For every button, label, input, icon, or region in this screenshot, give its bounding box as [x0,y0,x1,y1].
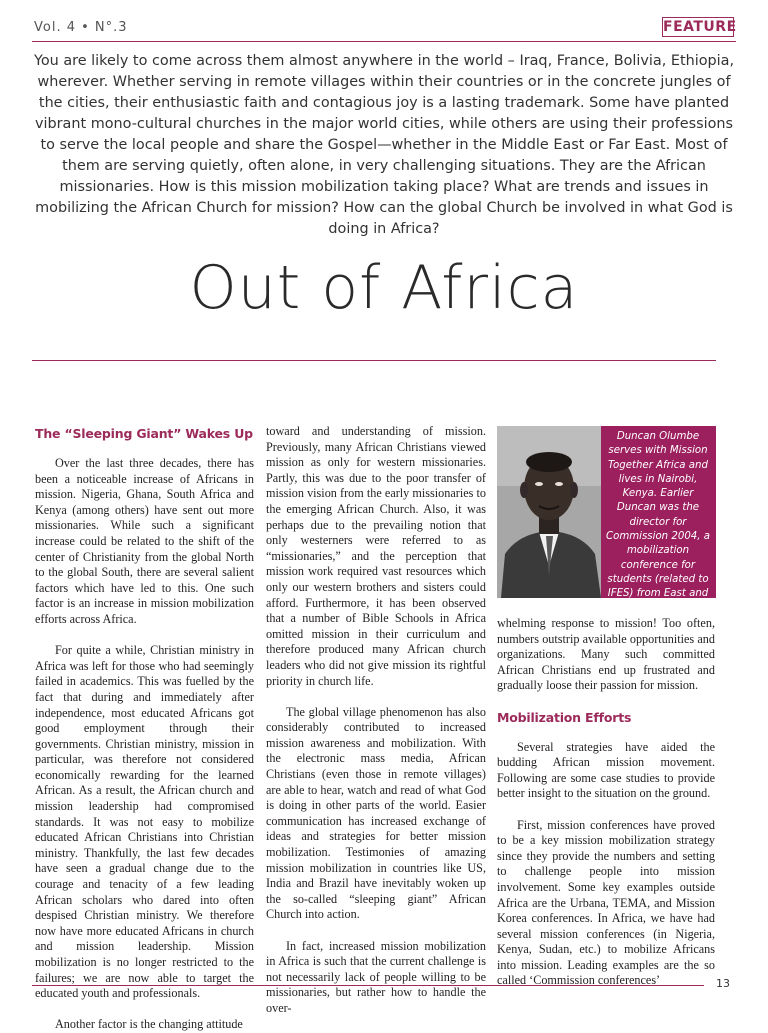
column-3 [497,616,715,989]
body-paragraph: Several strategies have aided the budding African mission movement. Following are some case studies to provide better insight to the situation on the ground. [497,739,715,801]
feature-badge: FEATURE [663,19,737,35]
title-rule [32,360,716,361]
body-paragraph: For quite a while, Christian ministry in Africa was left for those who had seemingly failed in academics. This was fuelled by the fact that during and immediately after independence, most educated Africans got good employment through their governments. Christian ministry, mission in particular, was therefore not considered economically rewarding for the learned African. As a result, the African church and mission leadership had compromised standards. It was not easy to mobilize educated African Christians into Christian ministry. Thankfully, the last few decades have seen a gradual change due to the courage and tenacity of a few leading African scholars who dared into often despised Christian ministry. We therefore now have more educated Africans in church and mission leadership. Mission mobilization is no longer restricted to the failures; we are now able to target the educated youth and professionals. [35,643,254,1001]
body-paragraph: Over the last three decades, there has been a noticeable increase of Africans in mission. Nigeria, Ghana, South Africa and Kenya (among others) have sent out more missionaries. While such a significant increase could be related to the shift of the center of Christianity from the global North to the global South, there are several salient factors which have led to this. One such factor is an increase in mission mobilization efforts across Africa. [35,456,254,626]
section-heading-mobilization-efforts: Mobilization Efforts [497,709,632,725]
column-1 [35,426,254,1033]
page-number: 13 [716,977,730,990]
intro-paragraph: You are likely to come across them almost anywhere in the world – Iraq, France, Bolivia, Ethiopia, wherever. Whether serving in remote villages within their countries or in the concrete jungles of the cities, their enthusiastic faith and contagious joy is a lasting trademark. Some have planted vibrant mono-cultural churches in the major world cities, while others are using their professions to serve the local people and share the Gospel—whether in the Middle East or Far East. Most of them are serving quietly, often alone, in very challenging situations. They are the African missionaries. How is this mission mobilization taking place? What are trends and issues in mobilizing the African Church for mission? How can the global Church be involved in what God is doing in Africa? [33,53,735,237]
section-heading-sleeping-giant: The “Sleeping Giant” Wakes Up [35,426,253,441]
volume-label: Vol. 4 • N°.3 [34,20,128,35]
body-paragraph: toward and understanding of mission. Previously, many African Christians viewed mission as only for western missionaries. Partly, this was due to the poor transfer of mission vision from the early missionaries to the emerging African Church. Also, it was perhaps due to the prevailing notion that only westerners were referred to as “missionaries,” and the perception that mission work required vast resources which only our western brothers and sisters could afford. Furthermore, it has been observed that a number of Bible Schools in Africa omitted mission in their curriculum and therefore produced many African church leaders who did not give mission its rightful priority in church life. [266,424,486,688]
body-paragraph: Another factor is the changing attitude [55,1017,243,1032]
author-caption: Duncan Olumbe serves with Mission Together Africa and lives in Nairobi, Kenya. Earlier Duncan was the director for Commission 2004, a mobilization conference for students (related to IFES) from East and Southern Africa. [605,431,711,614]
footer-rule [32,985,704,986]
body-paragraph: First, mission conferences have proved to be a key mission mobilization strategy since they provide the numbers and setting to challenge people into mission involvement. Some key examples outside Africa are the Urbana, TEMA, and Mission Korea conferences. In Africa, we have had several mission conferences (in Nigeria, Kenya, Sudan, etc.) to mobilize Africans into mission. Leading examples are the so called ‘Commission conferences’ [497,817,715,988]
author-photo-box [497,426,716,614]
body-paragraph: The global village phenomenon has also considerably contributed to increased mission awareness and mobilization. With the electronic mass media, African Christians (even those in remote villages) are able to hear, watch and read of what God is doing in other parts of the world. Easier communication has increased exchange of ideas and strategies for better mission mobilization. Testimonies of amazing mission mobilization in countries like US, India and Brazil have inevitably woken up the so-called “sleeping giant” African Church into action. [266,704,486,922]
column-2 [266,424,486,1017]
portrait-image [497,426,601,598]
header-rule [32,41,736,42]
body-paragraph: In fact, increased mission mobilization in Africa is such that the current challenge is not necessarily lack of people willing to be missionaries, but rather how to handle the over- [266,938,486,1015]
author-photo [497,426,601,598]
body-paragraph: whelming response to mission! Too often, numbers outstrip available opportunities and organizations. Many such committed African Christians end up frustrated and gradually loose their passion for mission. [497,616,715,693]
article-title: Out of Africa [189,253,579,323]
